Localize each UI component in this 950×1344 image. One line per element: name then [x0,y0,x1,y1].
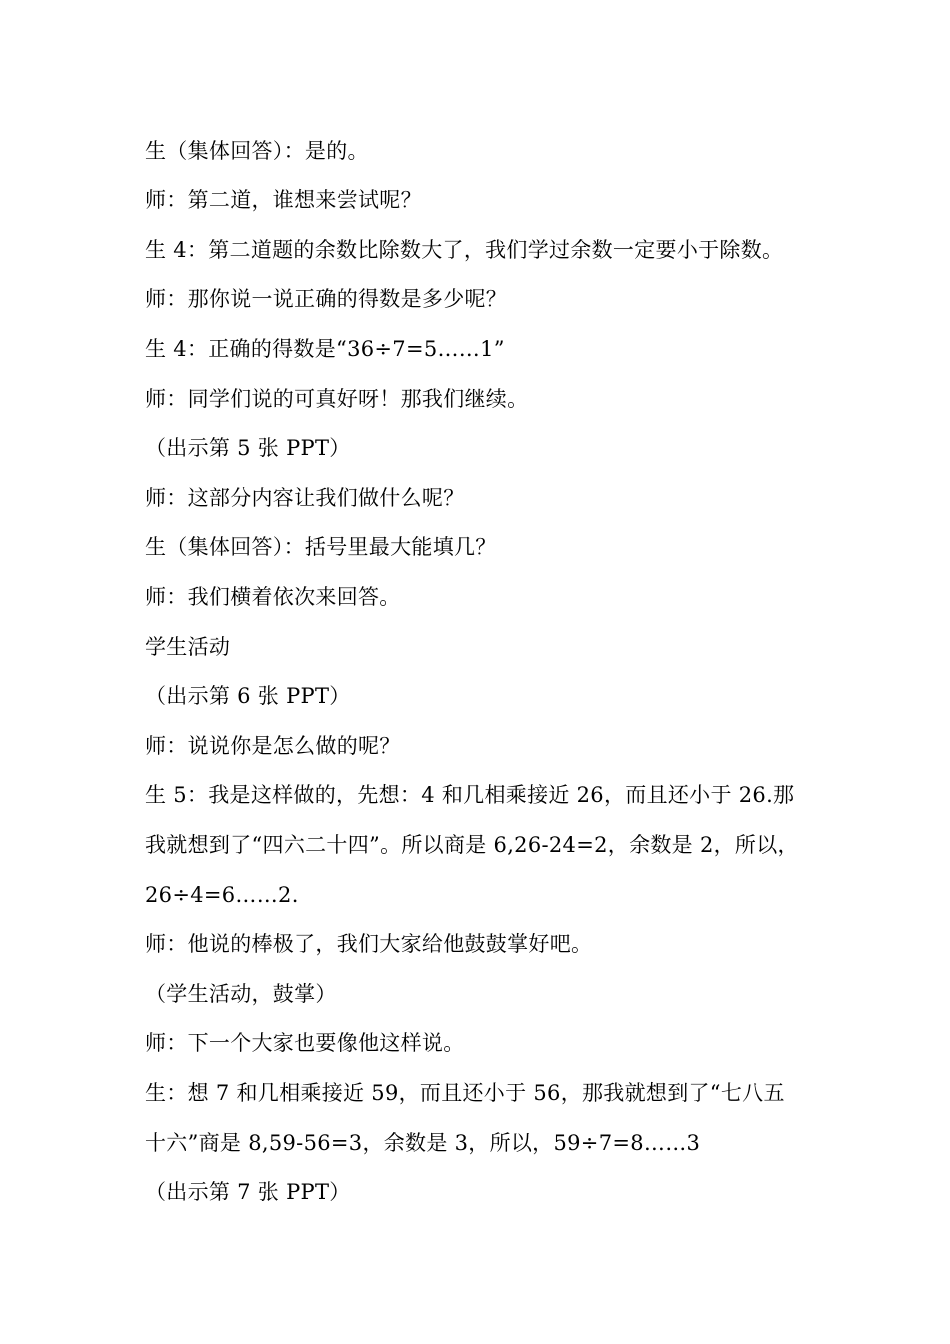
text-line: 生（集体回答）：是的。 [145,139,369,163]
text-line: 生 5：我是这样做的，先想：4 和几相乘接近 26，而且还小于 26.那 [145,783,795,807]
text-line: 师：说说你是怎么做的呢？ [145,734,401,758]
text-line: （学生活动，鼓掌） [145,982,337,1006]
text-line: 十六”商是 8,59-56=3，余数是 3，所以，59÷7=8……3 [145,1131,701,1155]
text-line: 师：同学们说的可真好呀！那我们继续。 [145,387,529,411]
text-line: 26÷4=6……2. [145,883,299,907]
text-line: 师：第二道，谁想来尝试呢？ [145,188,422,212]
text-line: 师：下一个大家也要像他这样说。 [145,1031,465,1055]
text-line: （出示第 6 张 PPT） [145,684,351,708]
text-line: 生 4：第二道题的余数比除数大了，我们学过余数一定要小于除数。 [145,238,784,262]
text-line: 生：想 7 和几相乘接近 59，而且还小于 56，那我就想到了“七八五 [145,1081,785,1105]
text-line: 学生活动 [145,635,231,659]
text-line: 师：那你说一说正确的得数是多少呢？ [145,287,508,311]
text-line: 生（集体回答）：括号里最大能填几？ [145,535,497,559]
text-line: （出示第 7 张 PPT） [145,1180,351,1204]
text-line: 我就想到了“四六二十四”。所以商是 6,26-24=2，余数是 2，所以， [145,833,799,857]
text-line: 师：他说的棒极了，我们大家给他鼓鼓掌好吧。 [145,932,593,956]
text-line: 生 4：正确的得数是“36÷7=5……1” [145,337,505,361]
text-line: 师：这部分内容让我们做什么呢？ [145,486,465,510]
text-line: 师：我们横着依次来回答。 [145,585,401,609]
text-line: （出示第 5 张 PPT） [145,436,351,460]
